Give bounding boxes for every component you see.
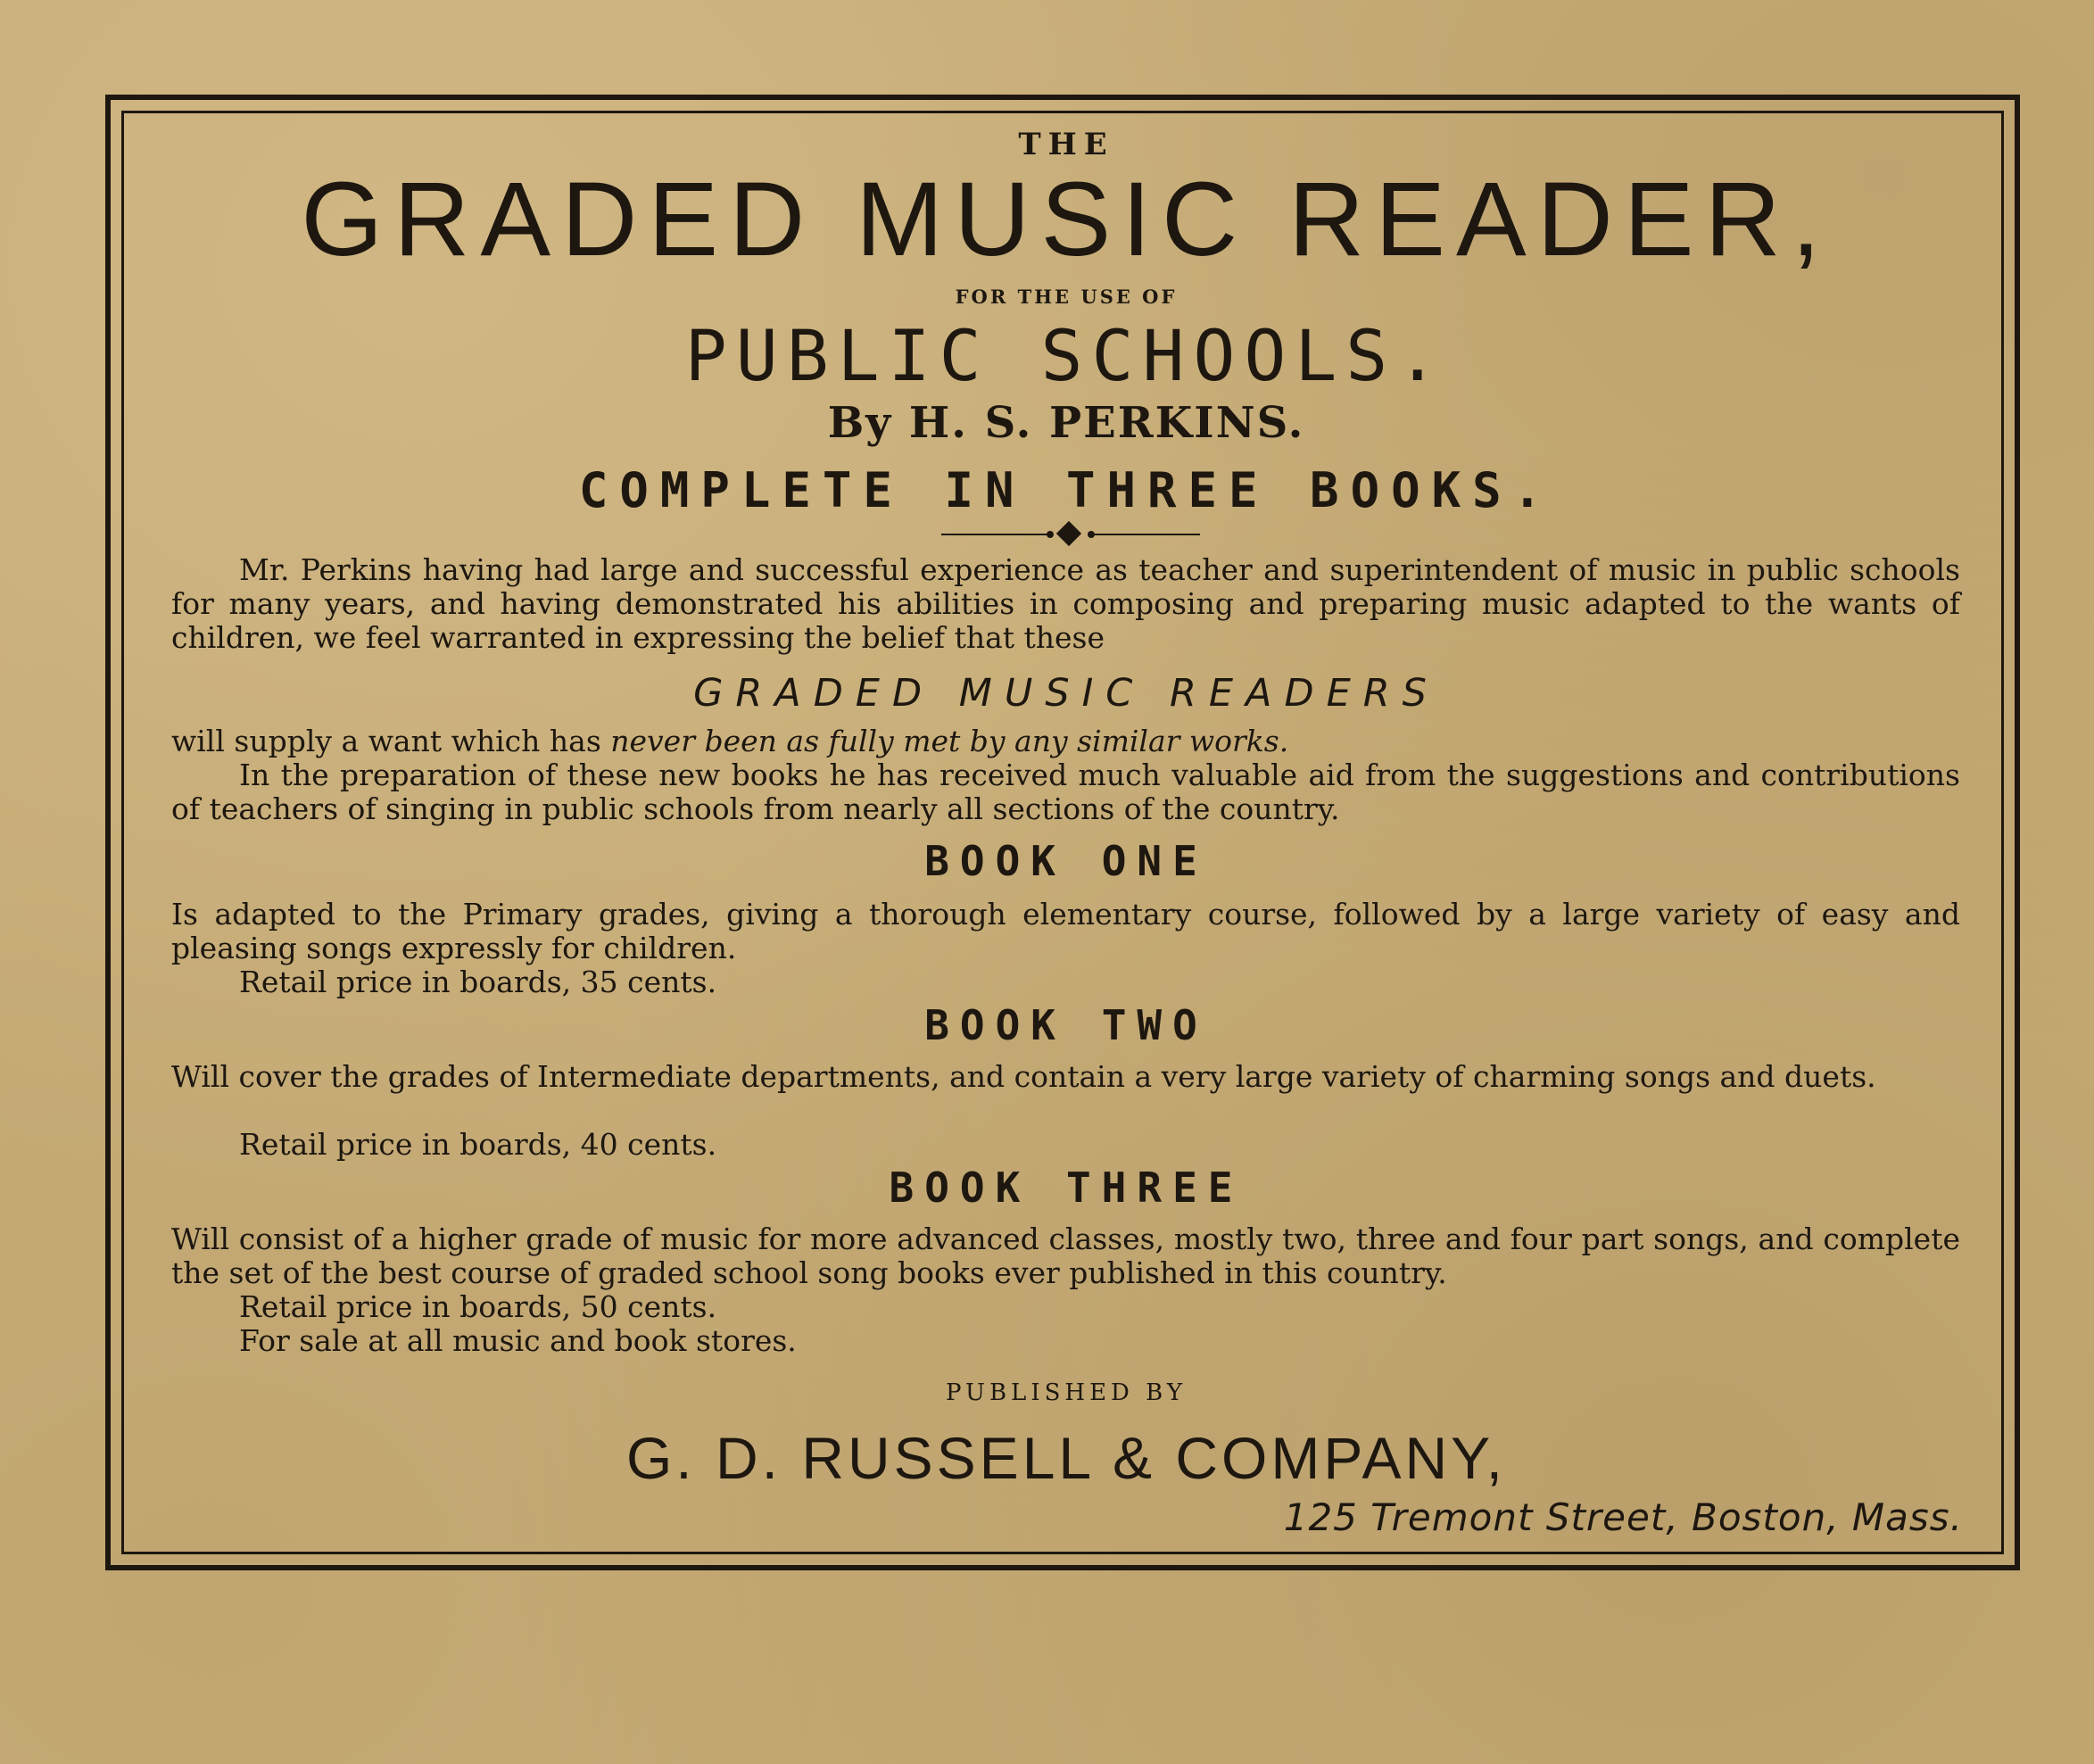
supply-line	[171, 725, 1960, 758]
preparation-paragraph: In the preparation of these new books he has received much valuable aid from the suggestions and contributions of teachers of singing in public schools from nearly all sections of the country.	[171, 758, 1960, 826]
book-one-heading: BOOK ONE	[924, 837, 1208, 885]
book-two-description: Will cover the grades of Intermediate departments, and contain a very large variety of charming songs and duets.	[171, 1059, 1876, 1094]
book-three-description: Will consist of a higher grade of music for more advanced classes, mostly two, three and four part songs, and complete the set of the best course of graded school song books ever published in this country.	[171, 1222, 1960, 1290]
sale-note: For sale at all music and book stores.	[239, 1323, 797, 1358]
complete-line: COMPLETE IN THREE BOOKS.	[578, 462, 1554, 518]
ornament-divider	[941, 523, 1200, 546]
published-by-label: PUBLISHED BY	[946, 1379, 1187, 1406]
book-three-price: Retail price in boards, 50 cents.	[239, 1289, 717, 1324]
intro-paragraph: Mr. Perkins having had large and successful experience as teacher and superintendent of music in public schools for many years, and having demonstrated his abilities in composing and preparing music adapted to the wants of children, we feel warranted in expressing the belief that these	[171, 552, 1960, 655]
book-three-heading: BOOK THREE	[889, 1164, 1244, 1212]
subtitle: PUBLIC SCHOOLS.	[684, 317, 1448, 397]
page-title: GRADED MUSIC READER,	[301, 161, 1832, 278]
book-two-price: Retail price in boards, 40 cents.	[239, 1127, 717, 1162]
book-one-description: Is adapted to the Primary grades, giving a thorough elementary course, followed by a large variety of easy and pleasing songs expressly for children.	[171, 897, 1960, 965]
publisher-address: 125 Tremont Street, Boston, Mass.	[1283, 1495, 1963, 1539]
supply-text: will supply a want which has	[171, 724, 611, 758]
author-line: By H. S. PERKINS.	[827, 398, 1305, 448]
supply-emphasis: never been as fully met by any similar works.	[610, 724, 1289, 758]
publisher-name: G. D. RUSSELL & COMPANY,	[625, 1425, 1507, 1491]
book-one-price: Retail price in boards, 35 cents.	[239, 965, 717, 999]
readers-heading: GRADED MUSIC READERS	[693, 671, 1439, 716]
book-two-heading: BOOK TWO	[924, 1001, 1208, 1049]
for-use-label: FOR THE USE OF	[955, 286, 1178, 308]
the-label: THE	[1018, 127, 1114, 162]
